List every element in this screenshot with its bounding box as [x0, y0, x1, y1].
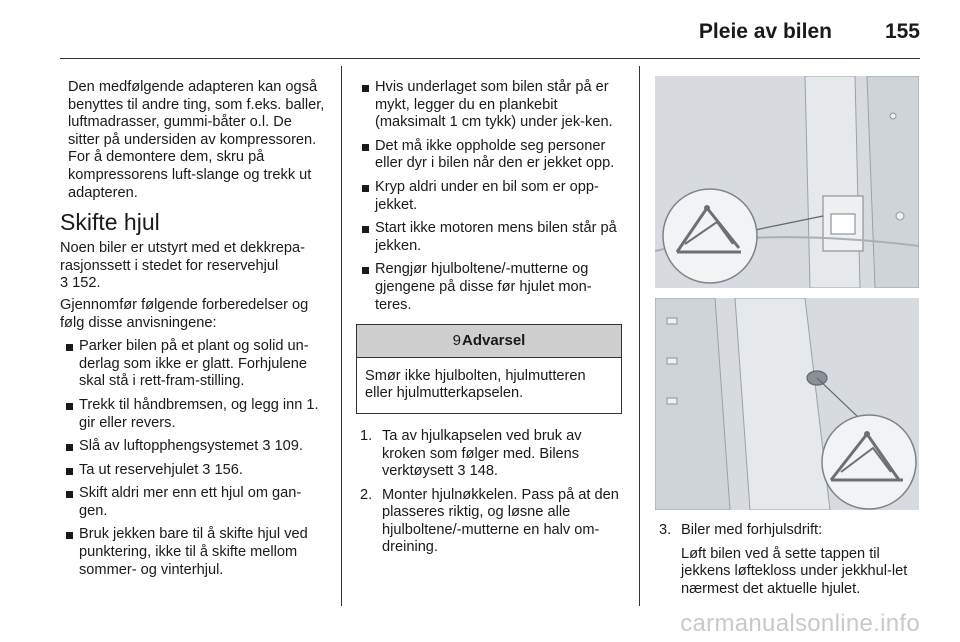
page-reference: 3 152. [60, 275, 101, 292]
warning-box [356, 324, 622, 414]
list-item: Skift aldri mer enn ett hjul om gan-gen. [60, 485, 326, 520]
header-title: Pleie av bilen [698, 20, 832, 43]
section-title: Skifte hjul [60, 209, 160, 236]
list-item: Slå av luftopphengsystemet 3 109. [60, 438, 326, 456]
footer-watermark: carmanualsonline.info [680, 610, 920, 637]
spare-wheel-paragraph [60, 240, 326, 293]
step-list-right [655, 522, 921, 598]
warning-header [357, 325, 621, 358]
list-item: Kryp aldri under en bil som er opp-jekket. [356, 179, 622, 214]
intro-paragraph: Den medfølgende adapteren kan også benyttes til andre ting, som f.eks. baller, luftmadrasser, gummi-båter o.l. De sitter på undersiden av kompressoren. For å demontere dem, skru på kompressorens luft-slange og trekk ut adapteren. [68, 79, 325, 201]
jack-drawing-bottom [655, 298, 919, 510]
step-number: 3. [659, 522, 672, 538]
step-text: Monter hjulnøkkelen. Pass på at den plasseres riktig, og løsne alle hjulboltene/-mutterne en halv om-dreining. [382, 486, 619, 556]
jack-illustration-top [655, 76, 919, 288]
step-item [356, 428, 622, 481]
warning-text: Smør ikke hjulbolten, hjulmutteren eller hjulmutterkapselen. [365, 367, 586, 402]
header-divider [60, 58, 920, 59]
list-item: Det må ikke oppholde seg personer eller dyr i bilen når den er jekket opp. [356, 138, 622, 173]
left-column [60, 79, 326, 585]
middle-column [356, 79, 622, 563]
column-divider-1 [341, 66, 342, 606]
step-number: 1. [360, 427, 373, 444]
list-item: Bruk jekken bare til å skifte hjul ved punktering, ikke til å skifte mellom sommer- og vinterhjul. [60, 526, 326, 579]
right-column [655, 522, 921, 604]
page-number: 155 [884, 20, 920, 43]
step-item [356, 487, 622, 557]
list-item: Rengjør hjulboltene/-mutterne og gjengene på disse før hjulet mon-teres. [356, 261, 622, 314]
precaution-list [60, 338, 326, 579]
step-list [356, 428, 622, 557]
list-item: Parker bilen på et plant og solid un-derlag som ikke er glatt. Forhjulene skal stå i rett-fram-stilling. [60, 338, 326, 391]
jack-drawing-top [655, 76, 919, 288]
step-item [655, 522, 921, 598]
warning-title: Advarsel [461, 332, 526, 350]
column-divider-2 [639, 66, 640, 606]
spare-wheel-text: Noen biler er utstyrt med et dekkrepa-rasjonssett i stedet for reservehjul [60, 240, 305, 274]
step-number: 2. [360, 486, 373, 503]
list-item: Ta ut reservehjulet 3 156. [60, 462, 326, 480]
preparation-paragraph: Gjennomfør følgende forberedelser og følg disse anvisningene: [60, 296, 309, 331]
step-title: Biler med forhjulsdrift: [681, 522, 823, 538]
step-text: Løft bilen ved å sette tappen til jekkens løftekloss under jekkhul-let nærmest det aktuelle hjulet. [681, 545, 908, 597]
list-item: Start ikke motoren mens bilen står på jekken. [356, 220, 622, 255]
jack-illustration-bottom [655, 298, 919, 510]
warning-symbol: 9 [452, 332, 461, 350]
step-text: Ta av hjulkapselen ved bruk av kroken som følger med. Bilens verktøysett 3 148. [382, 427, 582, 480]
safety-list [356, 79, 622, 314]
list-item: Trekk til håndbremsen, og legg inn 1. gir eller revers. [60, 397, 326, 432]
list-item: Hvis underlaget som bilen står på er mykt, legger du en plankebit (maksimalt 1 cm tykk) under jek-ken. [356, 79, 622, 132]
